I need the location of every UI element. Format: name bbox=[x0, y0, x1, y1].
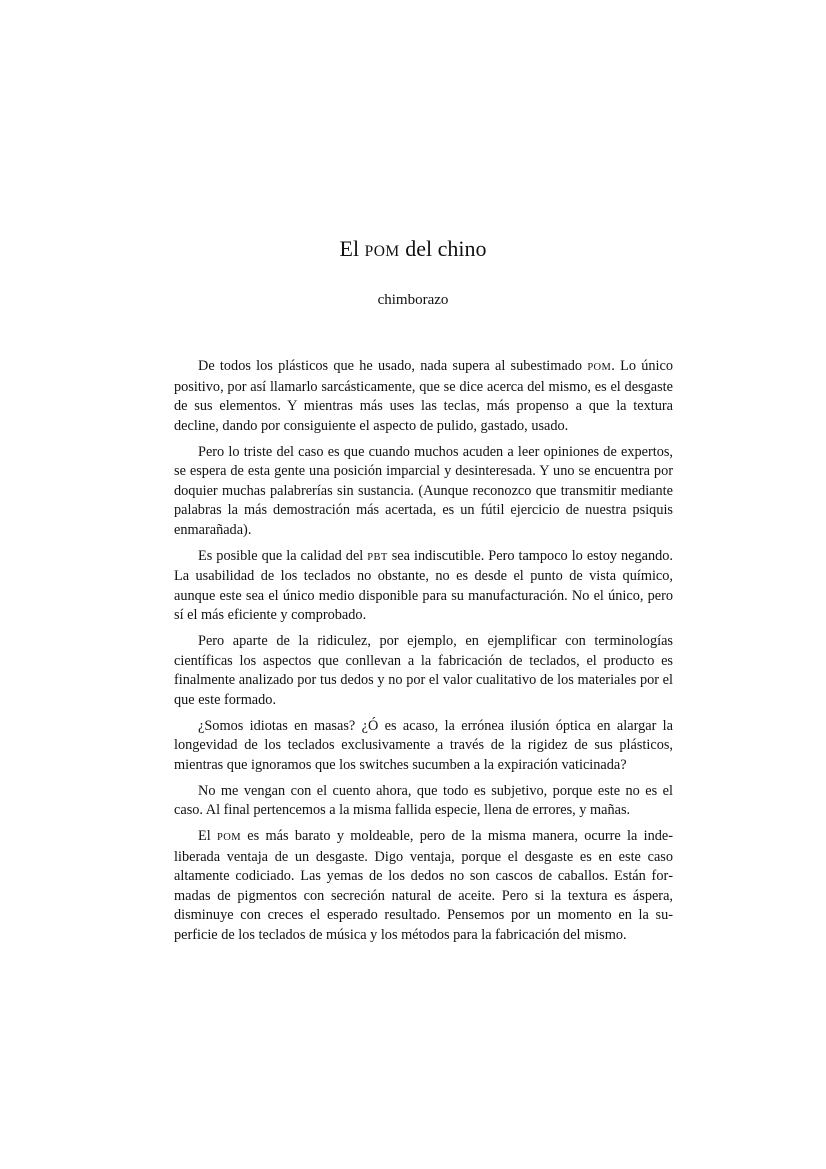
document-author: chimborazo bbox=[377, 292, 449, 308]
paragraph-text: ¿Somos idiotas en masas? ¿Ó es acaso, la errónea ilusión óptica en alargar la longevidad de los teclados exclusivamente a través de la rigidez de sus plásticos, mientras que ignoramos que los switches sucumben a la expiración vaticinada? bbox=[174, 717, 673, 773]
paragraph-5 bbox=[174, 717, 673, 776]
paragraph-6 bbox=[174, 782, 673, 821]
acronym: POM bbox=[587, 362, 612, 373]
paragraph-2 bbox=[174, 443, 673, 541]
paragraph-text: es más barato y moldeable, pero de la misma manera, ocurre la indeliberada ventaja de un desgaste. Digo ventaja, porque el desgaste es en este caso altamente codiciado. Las yemas de los dedos no son cascos de caballos. Están formadas de pigmentos con secreción natural de aceite. Pero si la textura es áspera, disminuye con creces el esperado resultado. Pensemos por un momento en la superficie de los teclados de música y los métodos para la fabricación del mismo. bbox=[174, 828, 673, 943]
document-title bbox=[0, 234, 826, 267]
acronym: PBT bbox=[367, 551, 388, 563]
paragraph-text: . Lo único positivo, por así llamarlo sarcásticamente, que se dice acerca del mismo, es el desgaste de sus elementos. Y mientras más uses las teclas, más propenso a que la textura decline, dando por consiguiente el aspecto de pulido, gastado, usado. bbox=[174, 358, 674, 434]
title-acronym: POM bbox=[364, 243, 400, 260]
paragraph-text: El bbox=[198, 828, 211, 844]
title-post: del chino bbox=[405, 236, 487, 261]
paragraph-text: De todos los plásticos que he usado, nada supera al subestimado bbox=[198, 358, 583, 374]
paragraph-4 bbox=[174, 632, 673, 710]
paragraph-text: sea indiscutible. Pero tampoco lo estoy negando. La usabilidad de los teclados no obstante, no es desde el punto de vista químico, aunque este sea el único medio disponible para su manufacturación. No el único, pero sí el más eficiente y comprobado. bbox=[174, 547, 673, 623]
paragraph-text: Es posible que la calidad del bbox=[198, 547, 364, 564]
paragraph-7 bbox=[174, 827, 673, 945]
paragraph-text: Pero aparte de la ridiculez, por ejemplo, en ejemplificar con terminologías científicas los aspectos que conllevan a la fabricación de teclados, el producto es finalmente analizado por tus dedos y no por el valor cualitativo de los materiales por el que este formado. bbox=[174, 633, 673, 708]
paragraph-3 bbox=[174, 547, 673, 626]
title-pre: El bbox=[339, 236, 360, 261]
document-body bbox=[174, 357, 673, 952]
paragraph-1 bbox=[174, 357, 673, 436]
paragraph-text: Pero lo triste del caso es que cuando muchos acuden a leer opiniones de expertos, se espera de esta gente una posición imparcial y desinteresada. Y uno se encuentra por doquier muchas palabrerías sin sustancia. (Aunque reconozco que transmitir mediante palabras la más demostración más acertada, es un fútil ejercicio de nuestra psiquis enmarañada). bbox=[174, 443, 673, 538]
paragraph-text: No me vengan con el cuento ahora, que todo es subjetivo, porque este no es el caso. Al final pertencemos a la misma fallida especie, llena de errores, y mañas. bbox=[174, 782, 673, 818]
acronym: POM bbox=[217, 832, 241, 843]
